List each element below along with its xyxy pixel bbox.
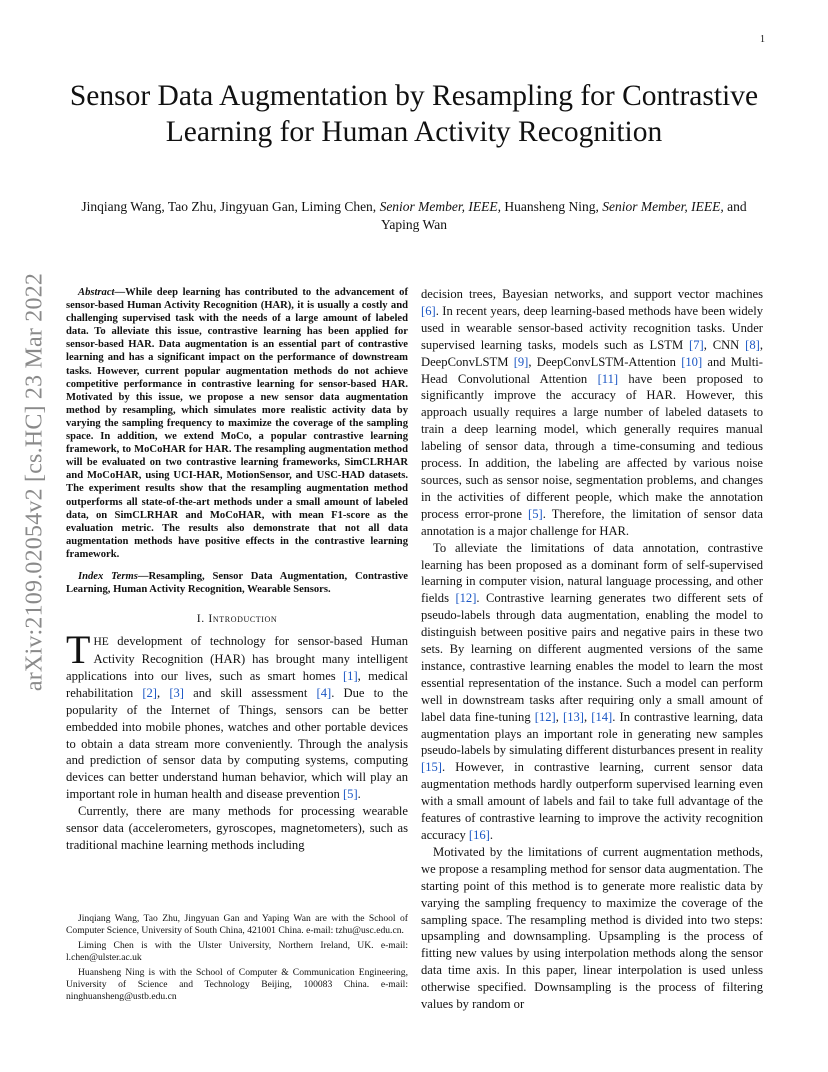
citation-link[interactable]: [4] xyxy=(316,685,332,700)
citation-link[interactable]: [5] xyxy=(528,506,543,521)
text-run: . In recent years, deep learning-based methods have been widely used in wearable sensor-based activity recognition tasks. Under supervised learning tasks, models such as LSTM xyxy=(421,303,763,352)
citation-link[interactable]: [2] xyxy=(142,685,157,700)
index-terms-label: Index Terms xyxy=(78,570,138,582)
authors-part-1: Jinqiang Wang, Tao Zhu, Jingyuan Gan, Liming Chen, xyxy=(81,199,380,214)
text-run: To alleviate the limitations of data annotation, contrastive learning has been proposed as a dominant form of self-supervised learning in computer vision, natural language processing, and other fields xyxy=(421,540,763,606)
citation-link[interactable]: [11] xyxy=(597,371,619,386)
citation-link[interactable]: [5] xyxy=(342,787,358,802)
citation-link[interactable]: [12] xyxy=(455,591,477,606)
text-run: , xyxy=(584,709,592,724)
footnotes xyxy=(66,913,408,1006)
text-run: . However, in contrastive learning, current sensor data augmentation methods hardly outperform supervised learning even with a small amount of labels and fail to take full advantage of the features of contrastive learning to improve the activity recognition accuracy xyxy=(421,760,763,842)
text-run: . In contrastive learning, data augmentation plays an important role in generating new samples pseudo-labels by simulating different disturbances present in reality xyxy=(421,709,763,758)
text-run: decision trees, Bayesian networks, and support vector machines xyxy=(421,287,763,301)
authors-part-2: Huansheng Ning, xyxy=(501,199,603,214)
paper-title: Sensor Data Augmentation by Resampling for Contrastive Learning for Human Activity Recognition xyxy=(69,80,759,148)
abstract-label: Abstract xyxy=(78,287,115,298)
author-title-1: Senior Member, IEEE, xyxy=(379,199,502,214)
drop-cap-rest: HE xyxy=(93,636,109,649)
footnote-affiliation-1: Jinqiang Wang, Tao Zhu, Jingyuan Gan and Yaping Wan are with the School of Computer Science, University of South China, 421001 China. e-mail: tzhu@usc.edu.cn. xyxy=(66,913,408,936)
index-terms xyxy=(66,570,408,596)
arxiv-id: arXiv:2109.02054v2 [cs.HC] 23 Mar 2022 xyxy=(21,272,48,692)
abstract xyxy=(66,286,408,561)
index-terms-text: —Resampling, Sensor Data Augmentation, Contrastive Learning, Human Activity Recognition, Wearable Sensors. xyxy=(66,570,408,596)
citation-link[interactable]: [3] xyxy=(169,685,184,700)
left-column xyxy=(66,286,408,854)
citation-link[interactable]: [13] xyxy=(563,709,584,724)
intro-paragraph-1 xyxy=(66,627,408,803)
text-run: , xyxy=(555,709,564,724)
footnote-affiliation-3: Huansheng Ning is with the School of Computer & Communication Engineering, University of Science and Technology Beijing, 100083 China. e-mail: ninghuansheng@ustb.edu.cn xyxy=(66,967,408,1002)
text-run: . Contrastive learning generates two different sets of pseudo-labels through data augmentation, enabling the model to distinguish between positive pairs and negative pairs in these two sets. By learning on different augmented versions of the same instance, contrastive learning enables the model to learn the most essential representation of the instance. Such a model can perform well in downstream tasks after requiring only a small amount of label data fine-tuning xyxy=(421,591,763,724)
text-run: , xyxy=(157,685,170,700)
section-numeral: I. xyxy=(196,611,209,626)
authors-part-3: and Yaping Wan xyxy=(381,199,747,232)
text-run: . Therefore, the limitation of sensor data annotation is a major challenge for HAR. xyxy=(421,506,763,538)
citation-link[interactable]: [9] xyxy=(513,354,529,369)
section-title: Introduction xyxy=(208,611,278,626)
drop-cap: T xyxy=(66,627,91,673)
text-run: . Due to the popularity of the Internet of Things, sensors can be better embedded into mobile phones, watches and other portable devices to obtain a data stream more conveniently. Through the analysis and prediction of sensor data by computing systems, computing devices can better understand human behavior, which will play an important role in human health and disease prevention xyxy=(66,685,408,802)
text-run: , CNN xyxy=(703,337,746,352)
section-heading-introduction xyxy=(66,610,408,627)
citation-link[interactable]: [12] xyxy=(534,709,556,724)
author-title-2: Senior Member, IEEE, xyxy=(602,199,724,214)
footnote-affiliation-2: Liming Chen is with the Ulster University, Northern Ireland, UK. e-mail: l.chen@ulster.ac.uk xyxy=(66,940,408,963)
citation-link[interactable]: [15] xyxy=(421,760,442,775)
citation-link[interactable]: [14] xyxy=(591,709,613,724)
text-run: and skill assessment xyxy=(184,685,317,700)
text-run: . xyxy=(357,787,361,802)
text-run: . xyxy=(489,828,494,842)
text-run: , DeepConvLSTM-Attention xyxy=(528,354,682,369)
citation-link[interactable]: [8] xyxy=(745,337,760,352)
text-run: have been proposed to significantly improve the accuracy of HAR. However, this approach usually requires a large number of labeled datasets to train a deep learning model, which generally requires manual labeling of sensor data, through a time-consuming and tedious process. In addition, the labeling are affected by various noise sources, such as sensor noise, segmentation problems, and changes in the activities of different people, which make the annotation process error-prone xyxy=(421,371,763,521)
right-paragraph-1 xyxy=(421,286,763,540)
intro-paragraph-2: Currently, there are many methods for processing wearable sensor data (accelerometers, gyroscopes, magnetometers), such as traditional machine learning methods including xyxy=(66,804,408,852)
citation-link[interactable]: [1] xyxy=(342,668,358,683)
page-number: 1 xyxy=(760,34,765,45)
arxiv-stamp xyxy=(10,272,60,692)
text-run: , DeepConvLSTM xyxy=(421,337,763,369)
citation-link[interactable]: [7] xyxy=(689,337,704,352)
citation-link[interactable]: [16] xyxy=(468,828,490,842)
text-run: development of technology for sensor-based Human Activity Recognition (HAR) has brought many intelligent applications into our lives, such as smart homes xyxy=(66,634,408,683)
right-paragraph-3: Motivated by the limitations of current augmentation methods, we propose a resampling method for sensor data augmentation. The starting point of this method is to generate more realistic data by varying the sampling frequency to maximize the coverage of the sampling space. The resampling method is divided into two steps: upsampling and downsampling. Upsampling is the process of fitting new values by using interpolation methods along the sensor data time axis. In this paper, linear interpolation is used unless otherwise specified. Downsampling is the process of filtering values by random or xyxy=(421,844,763,1012)
citation-link[interactable]: [6] xyxy=(421,303,436,318)
abstract-text: —While deep learning has contributed to the advancement of sensor-based Human Activity Recognition (HAR), it is usually a costly and challenging supervised task with the needs of a large amount of labeled data. To alleviate this issue, contrastive learning has been applied for sensor-based HAR. Data augmentation is an essential part of contrastive learning and has a significant impact on the performance of downstream tasks. However, current popular augmentation methods do not achieve competitive performance in contrastive learning for sensor-based HAR. Motivated by this issue, we propose a new sensor data augmentation method by resampling, which simulates more realistic activity data by varying the sampling frequency to maximize the coverage of the sampling space. In addition, we extend MoCo, a popular contrastive learning framework, to MoCoHAR for HAR. The resampling augmentation method will be evaluated on two contrastive learning frameworks, SimCLRHAR and MoCoHAR, using UCI-HAR, MotionSensor, and USC-HAD datasets. The experiment results show that the resampling augmentation method outperforms all state-of-the-art methods under a small amount of labeled data, on SimCLRHAR and MoCoHAR, with mean F1-score as the evaluation metric. The results also demonstrate that not all data augmentation methods have positive effects in the contrastive learning framework. xyxy=(66,287,408,560)
text-run: and Multi-Head Convolutional Attention xyxy=(421,354,763,386)
citation-link[interactable]: [10] xyxy=(681,354,703,369)
right-paragraph-2 xyxy=(421,540,763,844)
author-list xyxy=(80,198,748,234)
text-run: , medical rehabilitation xyxy=(66,668,408,700)
right-column xyxy=(421,286,763,1013)
